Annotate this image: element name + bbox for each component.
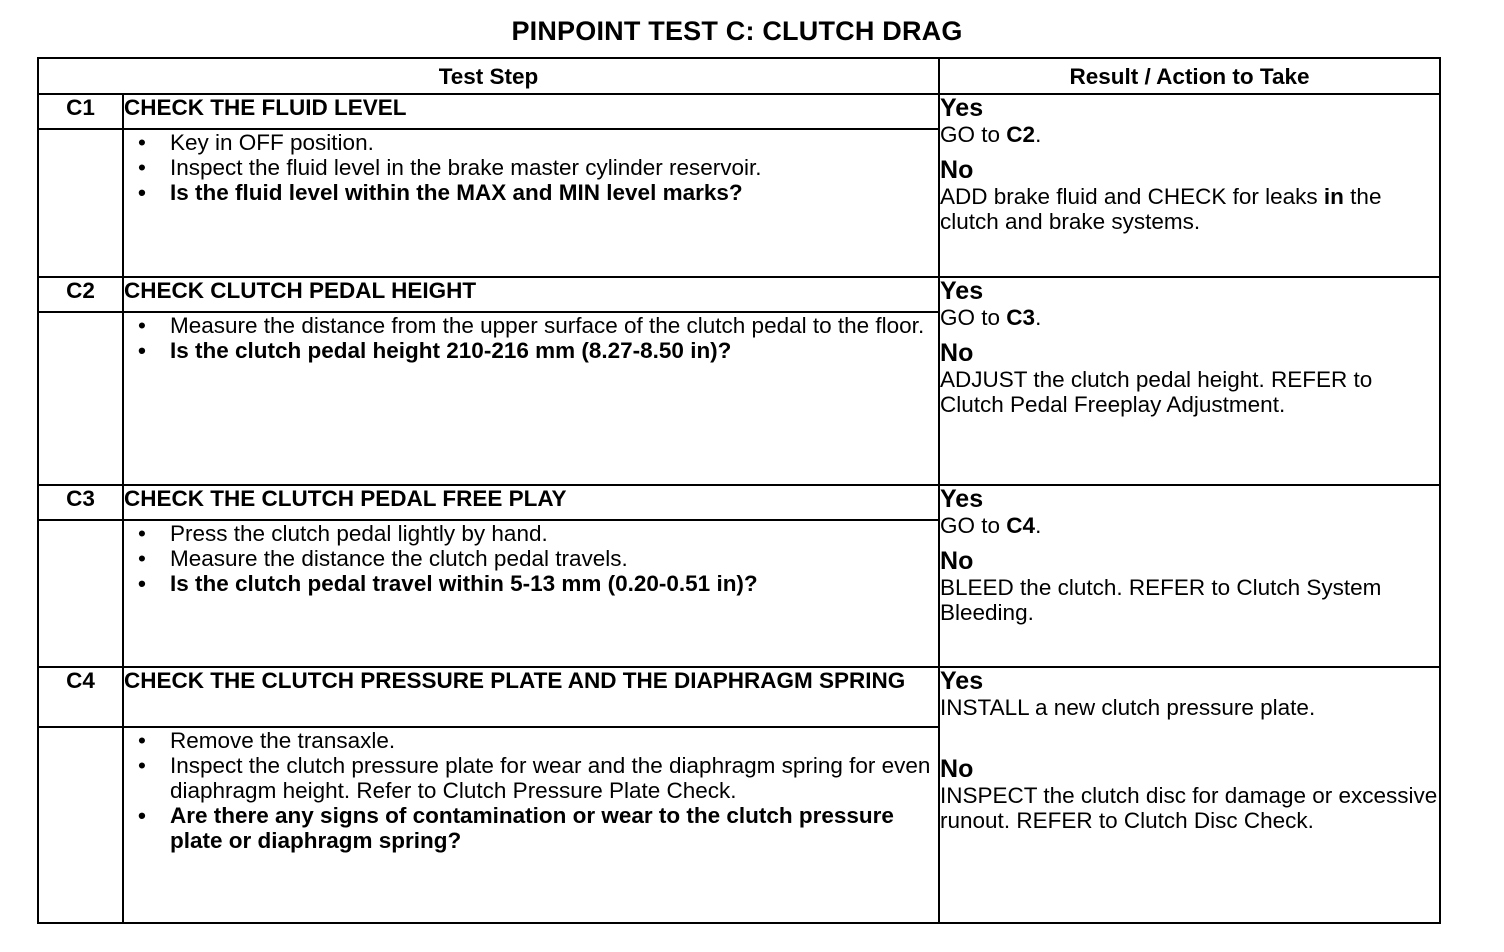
yes-action-end: .: [1035, 305, 1042, 330]
no-label: No: [940, 755, 974, 783]
bullet-icon: •: [138, 728, 146, 753]
no-action-end: the clutch and brake systems.: [940, 184, 1382, 234]
step-body: [123, 312, 939, 485]
yes-label: Yes: [940, 667, 984, 695]
yes-action-text: GO to: [940, 513, 1007, 538]
yes-action-end: .: [1035, 513, 1042, 538]
step-list: [124, 130, 938, 205]
bullet-icon: •: [138, 521, 146, 546]
step-id: C3: [38, 485, 123, 520]
no-action: INSPECT the clutch disc for damage or excessive runout. REFER to Clutch Disc Check.: [940, 783, 1438, 833]
yes-action-ref: C4: [1006, 513, 1036, 538]
bullet-icon: •: [138, 571, 146, 596]
step-c4-result: [939, 667, 1440, 923]
step-id: C2: [38, 277, 123, 312]
question-text: Is the fluid level within the MAX and MIN level marks?: [170, 180, 743, 205]
no-label: No: [940, 339, 974, 367]
step-c3-heading-row: [38, 485, 1440, 520]
step-body: [123, 727, 939, 923]
bullet-icon: •: [138, 155, 146, 180]
question-text: Is the clutch pedal travel within 5-13 mm (0.20-0.51 in)?: [170, 571, 758, 596]
page-title: PINPOINT TEST C: CLUTCH DRAG: [511, 16, 963, 46]
step-body: [123, 129, 939, 277]
yes-label: Yes: [940, 277, 984, 305]
list-item: [132, 521, 938, 546]
no-label: No: [940, 547, 974, 575]
list-item-text: Inspect the fluid level in the brake master cylinder reservoir.: [170, 155, 762, 180]
question-text: Is the clutch pedal height 210-216 mm (8.27-8.50 in)?: [170, 338, 732, 363]
result-header: Result / Action to Take: [939, 58, 1440, 94]
step-c2-result: [939, 277, 1440, 485]
bullet-icon: •: [138, 803, 146, 828]
blank-cell: [38, 312, 123, 485]
list-item: [132, 155, 938, 180]
step-heading: CHECK CLUTCH PEDAL HEIGHT: [123, 277, 939, 312]
step-list: [124, 728, 938, 853]
yes-action: [940, 513, 1439, 538]
yes-label: Yes: [940, 485, 984, 513]
pinpoint-test-table: [37, 57, 1441, 924]
blank-cell: [38, 727, 123, 923]
step-question: [132, 338, 938, 363]
list-item: [132, 728, 938, 753]
blank-cell: [38, 129, 123, 277]
yes-action-text: GO to: [940, 305, 1007, 330]
step-question: [132, 803, 938, 853]
list-item-text: Measure the distance the clutch pedal travels.: [170, 546, 628, 571]
step-question: [132, 571, 938, 596]
step-id: C1: [38, 94, 123, 129]
list-item-text: Measure the distance from the upper surface of the clutch pedal to the floor.: [170, 313, 925, 338]
bullet-icon: •: [138, 130, 146, 155]
step-list: [124, 521, 938, 596]
list-item-text: Key in OFF position.: [170, 130, 374, 155]
test-step-header: Test Step: [38, 58, 939, 94]
no-action: BLEED the clutch. REFER to Clutch System Bleeding.: [940, 575, 1382, 625]
list-item: [132, 130, 938, 155]
bullet-icon: •: [138, 546, 146, 571]
bullet-icon: •: [138, 338, 146, 363]
blank-cell: [38, 520, 123, 667]
yes-label: Yes: [940, 94, 984, 122]
table-header-row: [38, 58, 1440, 94]
no-action: ADJUST the clutch pedal height. REFER to Clutch Pedal Freeplay Adjustment.: [940, 367, 1373, 417]
list-item-text: Press the clutch pedal lightly by hand.: [170, 521, 548, 546]
step-heading: CHECK THE FLUID LEVEL: [123, 94, 939, 129]
yes-action: INSTALL a new clutch pressure plate.: [940, 695, 1316, 720]
bullet-icon: •: [138, 753, 146, 778]
yes-action-ref: C3: [1006, 305, 1036, 330]
step-id: C4: [38, 667, 123, 727]
step-c2-heading-row: [38, 277, 1440, 312]
step-list: [124, 313, 938, 363]
question-text: Are there any signs of contamination or wear to the clutch pressure plate or diaphragm spring?: [170, 803, 894, 853]
list-item: [132, 313, 938, 338]
step-question: [132, 180, 938, 205]
step-c4-heading-row: [38, 667, 1440, 727]
step-c1-result: [939, 94, 1440, 277]
list-item-text: Inspect the clutch pressure plate for wear and the diaphragm spring for even diaphragm height. Refer to Clutch Pressure Plate Check.: [170, 753, 931, 803]
no-action: [940, 184, 1439, 234]
yes-action-text: GO to: [940, 122, 1007, 147]
step-heading: CHECK THE CLUTCH PRESSURE PLATE AND THE DIAPHRAGM SPRING: [123, 667, 939, 727]
step-c3-result: [939, 485, 1440, 667]
step-c1-heading-row: [38, 94, 1440, 129]
list-item: [132, 753, 938, 803]
step-body: [123, 520, 939, 667]
yes-action: [940, 122, 1439, 147]
yes-action-ref: C2: [1006, 122, 1036, 147]
list-item-text: Remove the transaxle.: [170, 728, 396, 753]
yes-action-end: .: [1035, 122, 1042, 147]
yes-action: [940, 305, 1439, 330]
no-label: No: [940, 156, 974, 184]
no-action-text: ADD brake fluid and CHECK for leaks: [940, 184, 1324, 209]
bullet-icon: •: [138, 313, 146, 338]
list-item: [132, 546, 938, 571]
step-heading: CHECK THE CLUTCH PEDAL FREE PLAY: [123, 485, 939, 520]
no-action-bold: in: [1323, 184, 1344, 209]
bullet-icon: •: [138, 180, 146, 205]
